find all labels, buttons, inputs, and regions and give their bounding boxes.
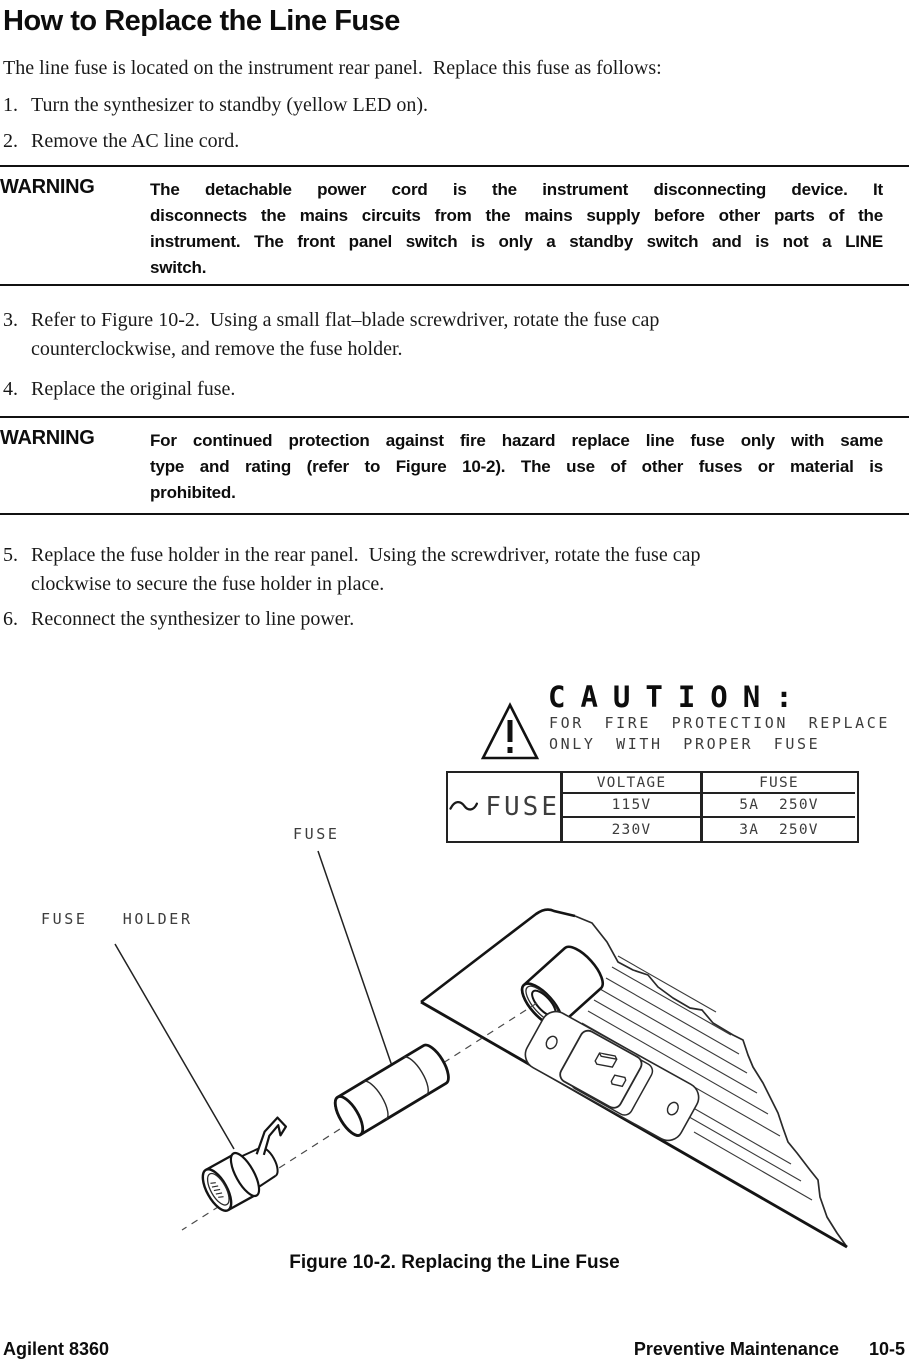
step-4 (3, 375, 851, 404)
fuse-callout-label: FUSE (293, 825, 340, 843)
table-cell-fuse: 5A 250V (703, 794, 855, 818)
fuse-holder-leader-line (115, 944, 234, 1149)
step-text: clockwise to secure the fuse holder in place. (31, 573, 385, 595)
step-number: 4. (3, 378, 18, 400)
intro-paragraph: The line fuse is located on the instrument rear panel. Replace this fuse as follows: (3, 57, 662, 79)
column-header-voltage: VOLTAGE (563, 773, 703, 794)
fuse-rating-table (446, 771, 859, 843)
page-title: How to Replace the Line Fuse (3, 5, 400, 37)
fuse-holder-cap (192, 1116, 308, 1216)
caution-heading: CAUTION: (548, 680, 808, 714)
step-number: 3. (3, 309, 18, 331)
step-number: 2. (3, 130, 18, 152)
warning-text-block (150, 428, 883, 506)
fuse-leader-line (318, 851, 392, 1066)
warning-line: The detachable power cord is the instrument disconnecting device. It (150, 180, 883, 199)
step-text: Remove the AC line cord. (31, 130, 240, 152)
horizontal-rule (0, 416, 909, 418)
warning-label: WARNING (0, 176, 95, 198)
fuse-cartridge (330, 1041, 454, 1139)
warning-triangle-icon (480, 702, 540, 762)
warning-line: For continued protection against fire hazard replace line fuse only with same (150, 431, 883, 450)
warning-line: type and rating (refer to Figure 10-2). The use of other fuses or material is (150, 457, 883, 476)
step-text: counterclockwise, and remove the fuse holder. (31, 338, 403, 360)
step-text: Refer to Figure 10-2. Using a small flat–blade screwdriver, rotate the fuse cap (31, 309, 660, 331)
warning-text-block (150, 177, 883, 281)
step-5 (3, 541, 851, 599)
fuse-holder-callout-label: FUSE HOLDER (41, 910, 193, 928)
warning-line: disconnects the mains circuits from the mains supply before other parts of the (150, 206, 883, 225)
caution-text-line: ONLY WITH PROPER FUSE (549, 735, 821, 753)
table-cell-fuse: 3A 250V (739, 821, 819, 838)
step-text: Turn the synthesizer to standby (yellow LED on). (31, 94, 428, 116)
horizontal-rule (0, 284, 909, 286)
figure-caption: Figure 10-2. Replacing the Line Fuse (289, 1252, 620, 1273)
step-6 (3, 605, 851, 634)
step-text: Reconnect the synthesizer to line power. (31, 608, 355, 630)
step-number: 5. (3, 544, 18, 566)
footer-model: Agilent 8360 (3, 1339, 110, 1359)
horizontal-rule (0, 513, 909, 515)
fuse-replacement-diagram (0, 845, 909, 1260)
footer-right (634, 1339, 905, 1360)
fuse-symbol-cell (448, 773, 563, 841)
step-text: Replace the original fuse. (31, 378, 236, 400)
step-text: Replace the fuse holder in the rear panel. Using the screwdriver, rotate the fuse cap (31, 544, 701, 566)
table-cell-voltage: 115V (563, 794, 703, 818)
warning-line: switch. (150, 258, 207, 277)
warning-line: instrument. The front panel switch is only a standby switch and is not a LINE (150, 232, 883, 251)
step-1 (3, 91, 851, 120)
footer-page-number: 10-5 (868, 1339, 905, 1359)
column-header-fuse: FUSE (703, 773, 855, 794)
caution-text-line: FOR FIRE PROTECTION REPLACE (549, 714, 891, 732)
step-number: 1. (3, 94, 18, 116)
step-3 (3, 306, 851, 364)
step-2 (3, 127, 851, 156)
step-number: 6. (3, 608, 18, 630)
warning-label: WARNING (0, 427, 95, 449)
footer-section: Preventive Maintenance (633, 1339, 839, 1359)
fuse-symbol-label: FUSE (485, 792, 560, 822)
table-cell-voltage: 230V (563, 818, 703, 841)
ac-tilde-icon (448, 796, 479, 818)
horizontal-rule (0, 165, 909, 167)
warning-line: prohibited. (150, 483, 236, 502)
